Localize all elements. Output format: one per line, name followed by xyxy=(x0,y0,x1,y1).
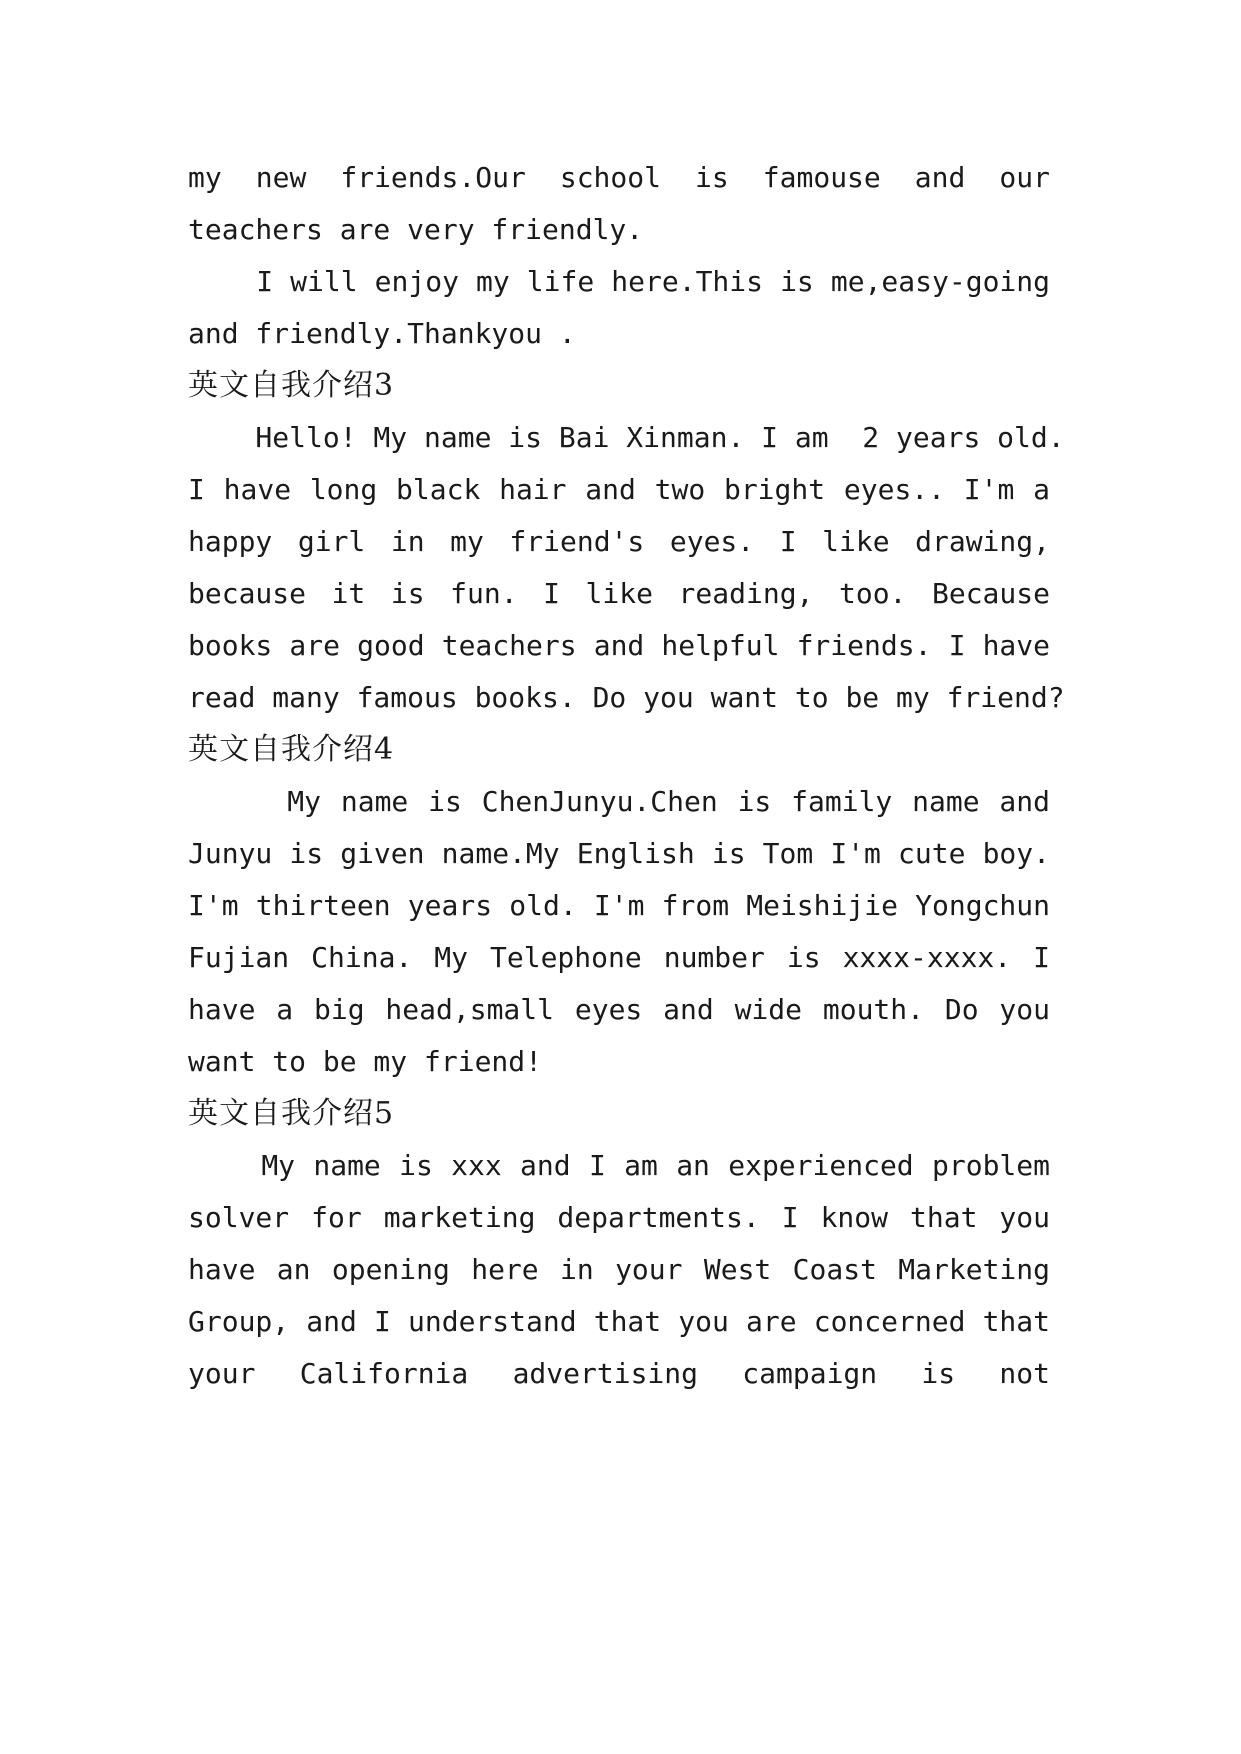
body-line: and friendly.Thankyou . xyxy=(188,317,576,350)
body-line: have a big head,small eyes and wide mouth. Do you xyxy=(188,993,1050,1026)
body-line: My name is ChenJunyu.Chen is family name and xyxy=(188,785,1050,818)
body-line: have an opening here in your West Coast Marketing xyxy=(188,1253,1050,1286)
body-line: I have long black hair and two bright eyes.. I'm a xyxy=(188,473,1050,506)
body-line: read many famous books. Do you want to be my friend? xyxy=(188,681,1065,714)
body-line: My name is xxx and I am an experienced problem xyxy=(188,1149,1050,1182)
body-line: happy girl in my friend's eyes. I like drawing, xyxy=(188,525,1050,558)
body-line: Junyu is given name.My English is Tom I'm cute boy. xyxy=(188,837,1050,870)
body-line: I will enjoy my life here.This is me,easy-going xyxy=(188,265,1050,298)
body-line: my new friends.Our school is famouse and our xyxy=(188,161,1050,194)
body-line: want to be my friend! xyxy=(188,1045,543,1078)
body-line: because it is fun. I like reading, too. Because xyxy=(188,577,1050,610)
body-line: your California advertising campaign is not xyxy=(188,1357,1050,1390)
section-heading: 英文自我介绍4 xyxy=(188,732,395,767)
body-line: Hello! My name is Bai Xinman. I am 2 years old. xyxy=(188,421,1065,454)
body-line: Fujian China. My Telephone number is xxxx-xxxx. I xyxy=(188,941,1050,974)
section-heading: 英文自我介绍5 xyxy=(188,1096,395,1131)
body-line: I'm thirteen years old. I'm from Meishijie Yongchun xyxy=(188,889,1050,922)
section-heading: 英文自我介绍3 xyxy=(188,368,395,403)
body-line: books are good teachers and helpful friends. I have xyxy=(188,629,1050,662)
body-line: Group, and I understand that you are concerned that xyxy=(188,1305,1050,1338)
body-line: solver for marketing departments. I know that you xyxy=(188,1201,1050,1234)
body-line: teachers are very friendly. xyxy=(188,213,644,246)
